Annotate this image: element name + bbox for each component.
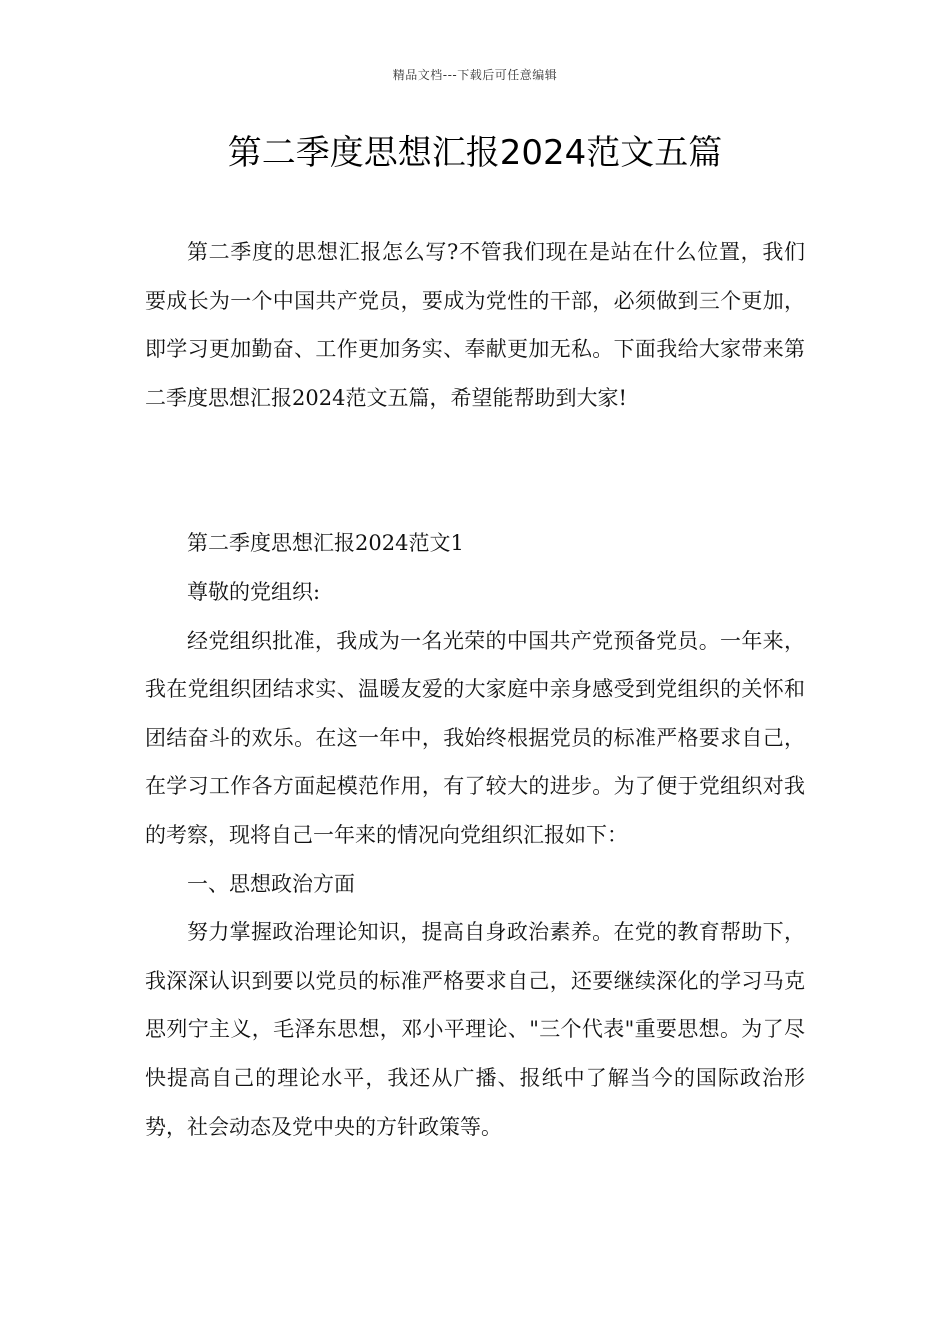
body-paragraph-1: 经党组织批准，我成为一名光荣的中国共产党预备党员。一年来，我在党组织团结求实、温暖友爱的大家庭中亲身感受到党组织的关怀和团结奋斗的欢乐。在这一年中，我始终根据党员的标准严格要求自己，在学习工作各方面起模范作用，有了较大的进步。为了便于党组织对我的考察，现将自己一年来的情况向党组织汇报如下： <box>145 628 805 847</box>
salutation: 尊敬的党组织: <box>187 579 321 604</box>
page-header: 精品文档---下载后可任意编辑 <box>392 68 558 82</box>
heading-politics: 一、思想政治方面 <box>187 871 355 896</box>
section-title: 第二季度思想汇报2024范文1 <box>187 531 464 556</box>
body-paragraph-2: 努力掌握政治理论知识，提高自身政治素养。在党的教育帮助下，我深深认识到要以党员的标准严格要求自己，还要继续深化的学习马克思列宁主义，毛泽东思想，邓小平理论、"三个代表"重要思想。为了尽快提高自己的理论水平，我还从广播、报纸中了解当今的国际政治形势，社会动态及党中央的方针政策等。 <box>145 920 805 1139</box>
section-spacer <box>145 422 805 519</box>
document-title: 第二季度思想汇报2024范文五篇 <box>227 133 723 173</box>
document-body <box>145 228 805 1151</box>
intro-paragraph: 第二季度的思想汇报怎么写?不管我们现在是站在什么位置，我们要成长为一个中国共产党员，要成为党性的干部，必须做到三个更加，即学习更加勤奋、工作更加务实、奉献更加无私。下面我给大家带来第二季度思想汇报2024范文五篇，希望能帮助到大家! <box>145 240 805 410</box>
